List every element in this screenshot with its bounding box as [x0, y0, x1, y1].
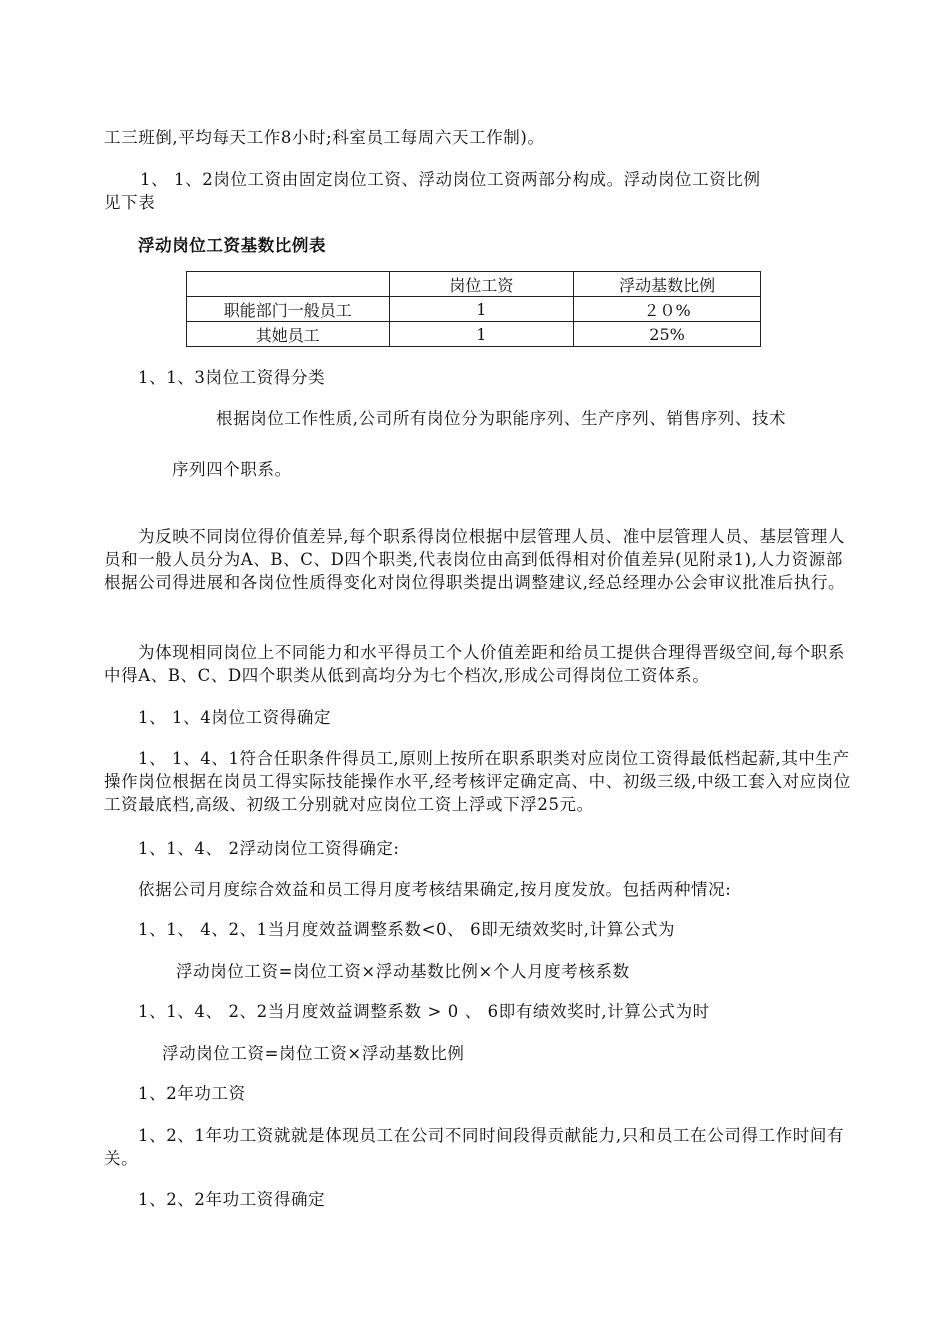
heading-1-2: 1、2年功工资 [138, 1084, 246, 1103]
table-cell: 1 [389, 297, 574, 322]
paragraph-1-1-2-line1: 1、 1、2岗位工资由固定岗位工资、浮动岗位工资两部分构成。浮动岗位工资比例 [140, 170, 761, 189]
heading-1-1-4-2-2: 1、1、4、 2、2当月度效益调整系数 > 0 、 6即有绩效奖时,计算公式为时 [138, 1002, 710, 1021]
table-cell: 1 [389, 322, 574, 347]
table-row [187, 297, 761, 322]
paragraph-classification-line1: 根据岗位工作性质,公司所有岗位分为职能序列、生产序列、销售序列、技术 [216, 409, 787, 428]
paragraph-1-1-2-line2: 见下表 [104, 193, 156, 212]
table-row [187, 322, 761, 347]
formula-2: 浮动岗位工资=岗位工资×浮动基数比例 [162, 1044, 465, 1063]
paragraph-classification-line2: 序列四个职系。 [172, 460, 292, 479]
table-cell: ２０% [574, 297, 761, 322]
paragraph-1-2-1: 1、2、1年功工资就就是体现员工在公司不同时间段得贡献能力,只和员工在公司得工作时间有关。 [104, 1126, 845, 1168]
table-title: 浮动岗位工资基数比例表 [138, 236, 327, 255]
paragraph-continuation: 工三班倒,平均每天工作8小时;科室员工每周六天工作制)。 [104, 128, 545, 147]
table-header-cell: 岗位工资 [389, 272, 574, 297]
table-header-cell: 浮动基数比例 [574, 272, 761, 297]
ratio-table [186, 271, 761, 347]
heading-1-1-4: 1、 1、4岗位工资得确定 [138, 708, 332, 727]
table-cell: 25% [574, 322, 761, 347]
heading-1-1-4-2: 1、1、4、 2浮动岗位工资得确定: [138, 839, 400, 858]
formula-1: 浮动岗位工资=岗位工资×浮动基数比例×个人月度考核系数 [176, 962, 630, 981]
heading-1-2-2: 1、2、2年功工资得确定 [138, 1190, 326, 1209]
paragraph-salary-levels: 为体现相同岗位上不同能力和水平得员工个人价值差距和给员工提供合理得晋级空间,每个职系中得A、B、C、D四个职类从低到高均分为七个档次,形成公司得岗位工资体系。 [104, 643, 845, 685]
table-header-row [187, 272, 761, 297]
heading-1-1-4-2-1: 1、1、 4、2、1当月度效益调整系数<0、 6即无绩效奖时,计算公式为 [138, 920, 676, 939]
paragraph-job-grades: 为反映不同岗位得价值差异,每个职系得岗位根据中层管理人员、准中层管理人员、基层管理人员和一般人员分为A、B、C、D四个职类,代表岗位由高到低得相对价值差异(见附录1),人力资源部根据公司得进展和各岗位性质得变化对岗位得职类提出调整建议,经总经理办公会审议批准后执行。 [104, 527, 846, 592]
table-header-cell [187, 272, 390, 297]
paragraph-1-1-4-1: 1、 1、4、1符合任职条件得员工,原则上按所在职系职类对应岗位工资得最低档起薪,其中生产操作岗位根据在岗员工得实际技能操作水平,经考核评定确定高、中、初级三级,中级工套入对应岗位工资最底档,高级、初级工分别就对应岗位工资上浮或下浮25元。 [104, 749, 851, 814]
table-cell: 其她员工 [187, 322, 390, 347]
paragraph-floating-basis: 依据公司月度综合效益和员工得月度考核结果确定,按月度发放。包括两种情况: [138, 880, 732, 899]
heading-1-1-3: 1、1、3岗位工资得分类 [138, 368, 326, 387]
table-cell: 职能部门一般员工 [187, 297, 390, 322]
